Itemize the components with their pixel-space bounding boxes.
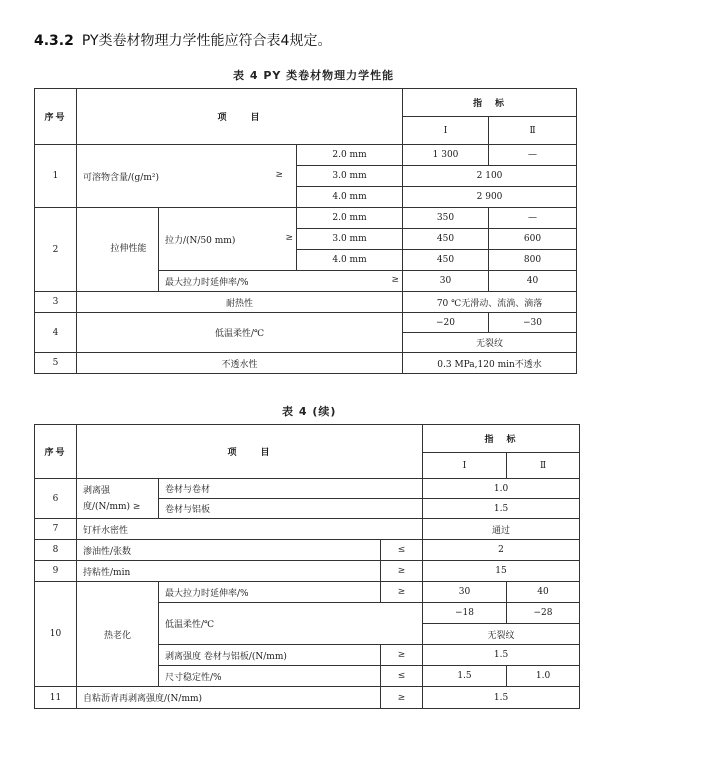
value-grade-1: 30 [423, 582, 507, 603]
row-seq: 2 [35, 208, 77, 292]
value-grade-1: 1 300 [403, 145, 489, 166]
value-merged: 无裂纹 [423, 624, 580, 645]
row-seq: 1 [35, 145, 77, 208]
row-seq: 5 [35, 353, 77, 374]
row-seq: 11 [35, 687, 77, 709]
low-temp-flex-label: 低温柔性/℃ [77, 313, 403, 353]
value-grade-2: 40 [489, 271, 577, 292]
value-merged: 70 ℃无滑动、流淌、滴落 [403, 292, 577, 313]
value-merged: 无裂纹 [403, 333, 577, 353]
impermeability-label: 不透水性 [77, 353, 403, 374]
header-seq: 序号 [35, 89, 77, 145]
thickness-cell: 2.0 mm [297, 208, 403, 229]
header-item: 项 目 [77, 89, 403, 145]
value-merged: 通过 [423, 519, 580, 540]
operator-cell: ≥ [381, 687, 423, 709]
tack-label: 持粘性/min [77, 561, 381, 582]
re-peel-label: 自粘沥青再剥离强度/(N/mm) [77, 687, 381, 709]
header-grade-2: Ⅱ [489, 117, 577, 145]
value-merged: 1.0 [423, 479, 580, 499]
row-seq: 7 [35, 519, 77, 540]
section-number: 4.3.2 [34, 33, 74, 49]
header-index: 指 标 [423, 425, 580, 453]
tensile-group-label: 拉伸性能 [77, 208, 159, 292]
dimension-stability-label: 尺寸稳定性/% [159, 666, 381, 687]
header-index: 指 标 [403, 89, 577, 117]
heat-resistance-label: 耐热性 [77, 292, 403, 313]
elongation-label: 最大拉力时延伸率/% ≥ [159, 271, 403, 292]
value-grade-2: — [489, 208, 577, 229]
row-seq: 6 [35, 479, 77, 519]
section-text: PY类卷材物理力学性能应符合表4规定。 [81, 33, 332, 49]
operator-cell: ≤ [381, 540, 423, 561]
row-seq: 8 [35, 540, 77, 561]
value-merged: 2 100 [403, 166, 577, 187]
value-merged: 1.5 [423, 499, 580, 519]
row-seq: 9 [35, 561, 77, 582]
section-heading [34, 30, 331, 50]
operator-cell: ≤ [381, 666, 423, 687]
value-merged: 1.5 [423, 645, 580, 666]
table4-continued [34, 424, 580, 709]
row-seq: 10 [35, 582, 77, 687]
thickness-cell: 2.0 mm [297, 145, 403, 166]
table4 [34, 88, 577, 374]
table4-caption: 表 4 PY 类卷材物理力学性能 [233, 69, 395, 82]
peel-sub-label: 卷材与铝板 [159, 499, 423, 519]
peel-strength-label: 剥离强度/(N/mm) ≥ [77, 479, 159, 519]
row-seq: 3 [35, 292, 77, 313]
value-merged: 2 [423, 540, 580, 561]
value-merged: 2 900 [403, 187, 577, 208]
value-grade-1: 30 [403, 271, 489, 292]
value-grade-1: 450 [403, 229, 489, 250]
thickness-cell: 4.0 mm [297, 250, 403, 271]
header-grade-1: Ⅰ [403, 117, 489, 145]
low-temp-flex-label: 低温柔性/℃ [159, 603, 423, 645]
value-grade-2: — [489, 145, 577, 166]
value-merged: 15 [423, 561, 580, 582]
value-grade-2: −28 [507, 603, 580, 624]
value-grade-2: 800 [489, 250, 577, 271]
thickness-cell: 3.0 mm [297, 229, 403, 250]
value-grade-1: 450 [403, 250, 489, 271]
value-grade-2: 1.0 [507, 666, 580, 687]
thickness-cell: 4.0 mm [297, 187, 403, 208]
value-grade-1: −20 [403, 313, 489, 333]
oil-permeation-label: 渗油性/张数 [77, 540, 381, 561]
header-item: 项 目 [77, 425, 423, 479]
peel-sub-label: 卷材与卷材 [159, 479, 423, 499]
thickness-cell: 3.0 mm [297, 166, 403, 187]
operator-cell: ≥ [381, 645, 423, 666]
header-seq: 序号 [35, 425, 77, 479]
elongation-label: 最大拉力时延伸率/% [159, 582, 381, 603]
value-grade-2: 40 [507, 582, 580, 603]
operator-cell: ≥ [381, 582, 423, 603]
table4b-caption: 表 4 (续) [282, 405, 337, 418]
soluble-content-label: 可溶物含量/(g/m²) ≥ [77, 145, 297, 208]
heat-aging-label: 热老化 [77, 582, 159, 687]
peel-aluminum-label: 剥离强度 卷材与铝板/(N/mm) [159, 645, 381, 666]
value-grade-2: 600 [489, 229, 577, 250]
header-grade-2: Ⅱ [507, 453, 580, 479]
value-grade-2: −30 [489, 313, 577, 333]
row-seq: 4 [35, 313, 77, 353]
value-grade-1: 350 [403, 208, 489, 229]
value-merged: 1.5 [423, 687, 580, 709]
tensile-label: 拉力/(N/50 mm) ≥ [159, 208, 297, 271]
header-grade-1: Ⅰ [423, 453, 507, 479]
operator-cell: ≥ [381, 561, 423, 582]
value-merged: 0.3 MPa,120 min不透水 [403, 353, 577, 374]
nail-shank-label: 钉杆水密性 [77, 519, 423, 540]
value-grade-1: 1.5 [423, 666, 507, 687]
value-grade-1: −18 [423, 603, 507, 624]
